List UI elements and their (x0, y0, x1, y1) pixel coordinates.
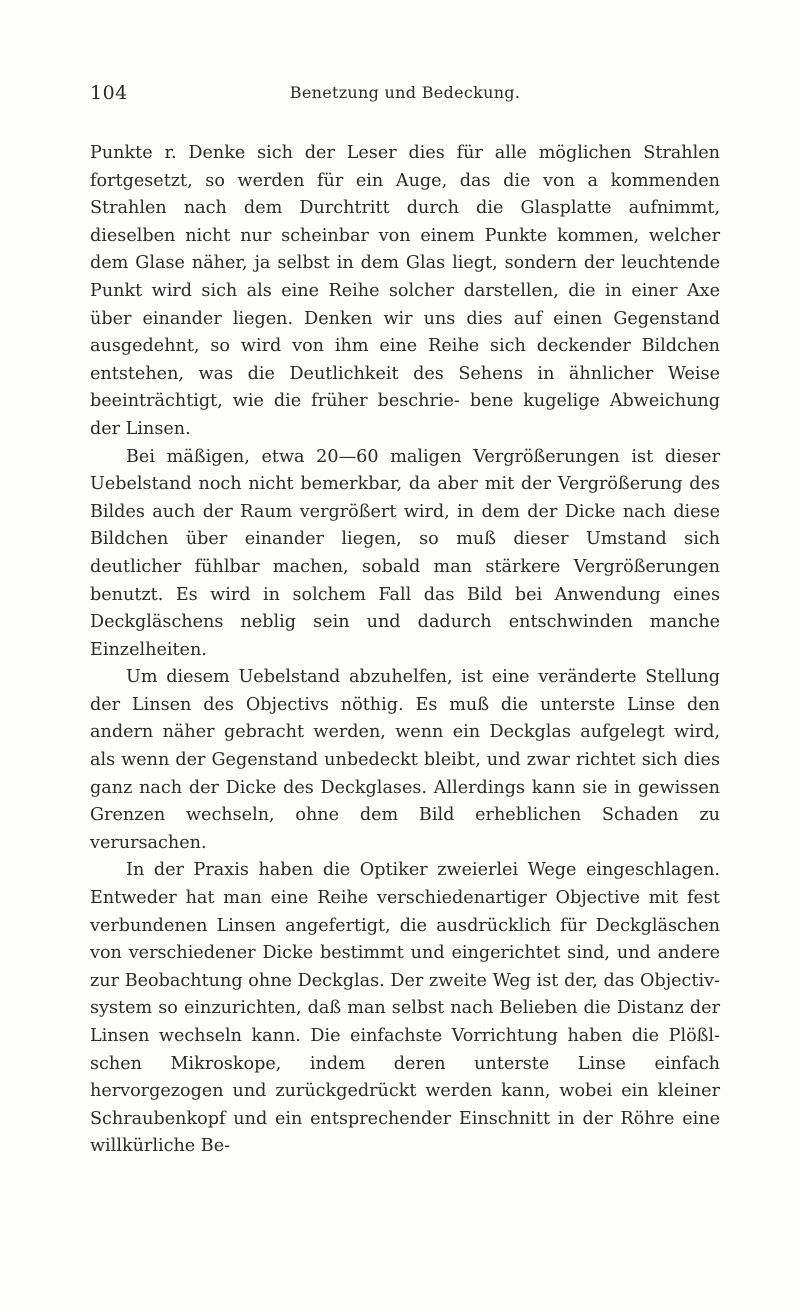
paragraph: Bei mäßigen, etwa 20—60 maligen Vergrößerungen ist dieser Uebelstand noch nicht bemerkbar, da aber mit der Vergrößerung des Bildes auch der Raum vergrößert wird, in dem der Dicke nach diese Bildchen über einander liegen, so muß dieser Umstand sich deutlicher fühlbar machen, sobald man stärkere Vergrößerungen benutzt. Es wird in solchem Fall das Bild bei Anwendung eines Deckgläschens neblig sein und dadurch entschwinden manche Einzelheiten. (90, 446, 720, 660)
paragraph: Um diesem Uebelstand abzuhelfen, ist eine veränderte Stellung der Linsen des Objectivs nöthig. Es muß die unterste Linse den andern näher gebracht werden, wenn ein Deckglas aufgelegt wird, als wenn der Gegenstand unbedeckt bleibt, und zwar richtet sich dies ganz nach der Dicke des Deckglases. Allerdings kann sie in gewissen Grenzen wechseln, ohne dem Bild erheblichen Schaden zu verursachen. (90, 667, 720, 853)
page-number: 104 (90, 82, 128, 104)
page-header (90, 82, 720, 112)
body-text (90, 140, 720, 1161)
running-head: Benetzung und Bedeckung. (289, 83, 521, 102)
paragraph: In der Praxis haben die Optiker zweierlei Wege eingeschlagen. Entweder hat man eine Reihe verschiedenartiger Objective mit fest verbundenen Linsen angefertigt, die ausdrücklich für Deckgläschen von verschiedener Dicke bestimmt und eingerichtet sind, und andere zur Beobachtung ohne Deckglas. Der zweite Weg ist der, das Objectiv- system so einzurichten, daß man selbst nach Belieben die Distanz der Linsen wechseln kann. Die einfachste Vorrichtung haben die Plößl- schen Mikroskope, indem deren unterste Linse einfach hervorgezogen und zurückgedrückt werden kann, wobei ein kleiner Schraubenkopf und ein entsprechender Einschnitt in der Röhre eine willkürliche Be- (90, 860, 720, 1157)
paragraph: Punkte r. Denke sich der Leser dies für alle möglichen Strahlen fortgesetzt, so werden für ein Auge, das die von a kommenden Strahlen nach dem Durchtritt durch die Glasplatte aufnimmt, dieselben nicht nur scheinbar von einem Punkte kommen, welcher dem Glase näher, ja selbst in dem Glas liegt, sondern der leuchtende Punkt wird sich als eine Reihe solcher darstellen, die in einer Axe über einander liegen. Denken wir uns dies auf einen Gegenstand ausgedehnt, so wird von ihm eine Reihe sich deckender Bildchen entstehen, was die Deutlichkeit des Sehens in ähnlicher Weise beeinträchtigt, wie die früher beschrie- bene kugelige Abweichung der Linsen. (90, 143, 720, 439)
